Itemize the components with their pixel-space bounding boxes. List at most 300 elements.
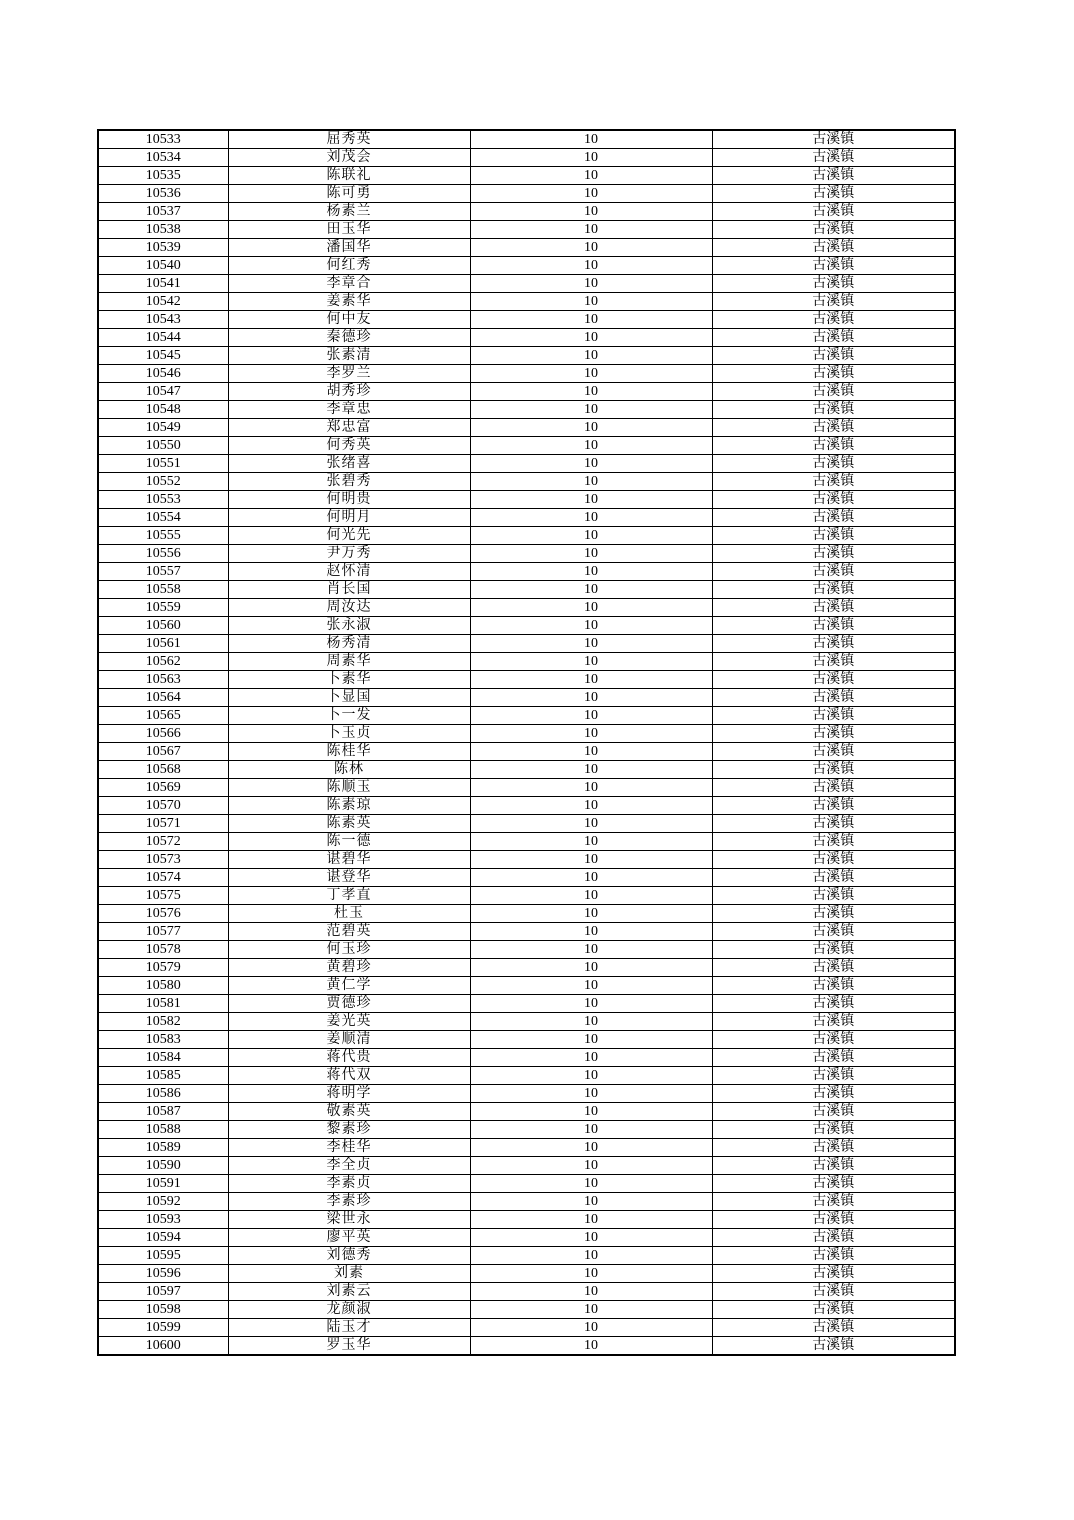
amount-cell: 10 bbox=[470, 473, 712, 491]
id-cell: 10536 bbox=[98, 185, 228, 203]
table-row bbox=[98, 779, 955, 797]
town-cell: 古溪镇 bbox=[712, 293, 955, 311]
amount-cell: 10 bbox=[470, 869, 712, 887]
town-cell: 古溪镇 bbox=[712, 1121, 955, 1139]
id-cell: 10573 bbox=[98, 851, 228, 869]
table-row bbox=[98, 977, 955, 995]
town-cell: 古溪镇 bbox=[712, 1103, 955, 1121]
amount-cell: 10 bbox=[470, 1121, 712, 1139]
town-cell: 古溪镇 bbox=[712, 455, 955, 473]
table-row bbox=[98, 1319, 955, 1337]
table-row bbox=[98, 257, 955, 275]
name-cell: 卜素华 bbox=[228, 671, 470, 689]
town-cell: 古溪镇 bbox=[712, 130, 955, 149]
id-cell: 10600 bbox=[98, 1337, 228, 1356]
id-cell: 10551 bbox=[98, 455, 228, 473]
town-cell: 古溪镇 bbox=[712, 653, 955, 671]
table-row bbox=[98, 509, 955, 527]
town-cell: 古溪镇 bbox=[712, 599, 955, 617]
town-cell: 古溪镇 bbox=[712, 257, 955, 275]
id-cell: 10591 bbox=[98, 1175, 228, 1193]
id-cell: 10534 bbox=[98, 149, 228, 167]
amount-cell: 10 bbox=[470, 1085, 712, 1103]
id-cell: 10565 bbox=[98, 707, 228, 725]
town-cell: 古溪镇 bbox=[712, 869, 955, 887]
amount-cell: 10 bbox=[470, 833, 712, 851]
table-row bbox=[98, 203, 955, 221]
town-cell: 古溪镇 bbox=[712, 545, 955, 563]
amount-cell: 10 bbox=[470, 815, 712, 833]
id-cell: 10558 bbox=[98, 581, 228, 599]
table-row bbox=[98, 617, 955, 635]
name-cell: 李全贞 bbox=[228, 1157, 470, 1175]
table-row bbox=[98, 401, 955, 419]
name-cell: 梁世永 bbox=[228, 1211, 470, 1229]
town-cell: 古溪镇 bbox=[712, 1157, 955, 1175]
town-cell: 古溪镇 bbox=[712, 491, 955, 509]
amount-cell: 10 bbox=[470, 1139, 712, 1157]
name-cell: 陈联礼 bbox=[228, 167, 470, 185]
id-cell: 10556 bbox=[98, 545, 228, 563]
table-row bbox=[98, 473, 955, 491]
table-row bbox=[98, 1301, 955, 1319]
table-row bbox=[98, 1139, 955, 1157]
town-cell: 古溪镇 bbox=[712, 311, 955, 329]
id-cell: 10559 bbox=[98, 599, 228, 617]
amount-cell: 10 bbox=[470, 617, 712, 635]
amount-cell: 10 bbox=[470, 455, 712, 473]
name-cell: 蒋代贵 bbox=[228, 1049, 470, 1067]
table-row bbox=[98, 923, 955, 941]
amount-cell: 10 bbox=[470, 509, 712, 527]
id-cell: 10546 bbox=[98, 365, 228, 383]
name-cell: 李桂华 bbox=[228, 1139, 470, 1157]
name-cell: 龙颜淑 bbox=[228, 1301, 470, 1319]
name-cell: 张绪喜 bbox=[228, 455, 470, 473]
name-cell: 张碧秀 bbox=[228, 473, 470, 491]
name-cell: 黄碧珍 bbox=[228, 959, 470, 977]
id-cell: 10588 bbox=[98, 1121, 228, 1139]
amount-cell: 10 bbox=[470, 1247, 712, 1265]
table-row bbox=[98, 365, 955, 383]
table-row bbox=[98, 437, 955, 455]
id-cell: 10568 bbox=[98, 761, 228, 779]
amount-cell: 10 bbox=[470, 167, 712, 185]
table-row bbox=[98, 1085, 955, 1103]
table-row bbox=[98, 1193, 955, 1211]
town-cell: 古溪镇 bbox=[712, 905, 955, 923]
id-cell: 10533 bbox=[98, 130, 228, 149]
name-cell: 张素清 bbox=[228, 347, 470, 365]
town-cell: 古溪镇 bbox=[712, 1031, 955, 1049]
table-row bbox=[98, 1103, 955, 1121]
table-row bbox=[98, 527, 955, 545]
town-cell: 古溪镇 bbox=[712, 221, 955, 239]
amount-cell: 10 bbox=[470, 1229, 712, 1247]
id-cell: 10570 bbox=[98, 797, 228, 815]
town-cell: 古溪镇 bbox=[712, 473, 955, 491]
amount-cell: 10 bbox=[470, 1013, 712, 1031]
amount-cell: 10 bbox=[470, 401, 712, 419]
id-cell: 10545 bbox=[98, 347, 228, 365]
id-cell: 10574 bbox=[98, 869, 228, 887]
table-row bbox=[98, 851, 955, 869]
id-cell: 10585 bbox=[98, 1067, 228, 1085]
table-row bbox=[98, 455, 955, 473]
table-row bbox=[98, 347, 955, 365]
amount-cell: 10 bbox=[470, 1067, 712, 1085]
table-row bbox=[98, 887, 955, 905]
amount-cell: 10 bbox=[470, 1193, 712, 1211]
town-cell: 古溪镇 bbox=[712, 1229, 955, 1247]
amount-cell: 10 bbox=[470, 329, 712, 347]
id-cell: 10535 bbox=[98, 167, 228, 185]
amount-cell: 10 bbox=[470, 1031, 712, 1049]
table-row bbox=[98, 959, 955, 977]
town-cell: 古溪镇 bbox=[712, 1301, 955, 1319]
amount-cell: 10 bbox=[470, 1265, 712, 1283]
id-cell: 10587 bbox=[98, 1103, 228, 1121]
town-cell: 古溪镇 bbox=[712, 995, 955, 1013]
name-cell: 何中友 bbox=[228, 311, 470, 329]
table-row bbox=[98, 293, 955, 311]
name-cell: 谌碧华 bbox=[228, 851, 470, 869]
town-cell: 古溪镇 bbox=[712, 779, 955, 797]
amount-cell: 10 bbox=[470, 563, 712, 581]
table-row bbox=[98, 797, 955, 815]
table-row bbox=[98, 239, 955, 257]
amount-cell: 10 bbox=[470, 995, 712, 1013]
name-cell: 丁孝直 bbox=[228, 887, 470, 905]
id-cell: 10596 bbox=[98, 1265, 228, 1283]
amount-cell: 10 bbox=[470, 581, 712, 599]
id-cell: 10578 bbox=[98, 941, 228, 959]
amount-cell: 10 bbox=[470, 293, 712, 311]
amount-cell: 10 bbox=[470, 239, 712, 257]
name-cell: 陈桂华 bbox=[228, 743, 470, 761]
table-row bbox=[98, 1157, 955, 1175]
id-cell: 10569 bbox=[98, 779, 228, 797]
name-cell: 杨秀清 bbox=[228, 635, 470, 653]
id-cell: 10577 bbox=[98, 923, 228, 941]
name-cell: 黎素珍 bbox=[228, 1121, 470, 1139]
table-row bbox=[98, 1121, 955, 1139]
town-cell: 古溪镇 bbox=[712, 689, 955, 707]
id-cell: 10597 bbox=[98, 1283, 228, 1301]
amount-cell: 10 bbox=[470, 725, 712, 743]
name-cell: 秦德珍 bbox=[228, 329, 470, 347]
town-cell: 古溪镇 bbox=[712, 1265, 955, 1283]
id-cell: 10594 bbox=[98, 1229, 228, 1247]
table-row bbox=[98, 275, 955, 293]
table-row bbox=[98, 581, 955, 599]
table-row bbox=[98, 221, 955, 239]
table-row bbox=[98, 185, 955, 203]
amount-cell: 10 bbox=[470, 311, 712, 329]
table-row bbox=[98, 1049, 955, 1067]
table-row bbox=[98, 653, 955, 671]
town-cell: 古溪镇 bbox=[712, 815, 955, 833]
table-row bbox=[98, 671, 955, 689]
town-cell: 古溪镇 bbox=[712, 1319, 955, 1337]
id-cell: 10560 bbox=[98, 617, 228, 635]
amount-cell: 10 bbox=[470, 851, 712, 869]
id-cell: 10566 bbox=[98, 725, 228, 743]
id-cell: 10579 bbox=[98, 959, 228, 977]
amount-cell: 10 bbox=[470, 130, 712, 149]
name-cell: 潘国华 bbox=[228, 239, 470, 257]
amount-cell: 10 bbox=[470, 545, 712, 563]
amount-cell: 10 bbox=[470, 203, 712, 221]
amount-cell: 10 bbox=[470, 599, 712, 617]
amount-cell: 10 bbox=[470, 527, 712, 545]
name-cell: 姜光英 bbox=[228, 1013, 470, 1031]
id-cell: 10590 bbox=[98, 1157, 228, 1175]
amount-cell: 10 bbox=[470, 635, 712, 653]
id-cell: 10557 bbox=[98, 563, 228, 581]
town-cell: 古溪镇 bbox=[712, 1283, 955, 1301]
id-cell: 10543 bbox=[98, 311, 228, 329]
id-cell: 10571 bbox=[98, 815, 228, 833]
id-cell: 10554 bbox=[98, 509, 228, 527]
town-cell: 古溪镇 bbox=[712, 1211, 955, 1229]
name-cell: 范碧英 bbox=[228, 923, 470, 941]
name-cell: 何玉珍 bbox=[228, 941, 470, 959]
name-cell: 蒋代双 bbox=[228, 1067, 470, 1085]
table-row bbox=[98, 941, 955, 959]
name-cell: 陈素琼 bbox=[228, 797, 470, 815]
name-cell: 杨素兰 bbox=[228, 203, 470, 221]
id-cell: 10581 bbox=[98, 995, 228, 1013]
table-row bbox=[98, 329, 955, 347]
table-row bbox=[98, 491, 955, 509]
amount-cell: 10 bbox=[470, 419, 712, 437]
table-row bbox=[98, 905, 955, 923]
name-cell: 贾德珍 bbox=[228, 995, 470, 1013]
id-cell: 10580 bbox=[98, 977, 228, 995]
town-cell: 古溪镇 bbox=[712, 941, 955, 959]
town-cell: 古溪镇 bbox=[712, 1049, 955, 1067]
town-cell: 古溪镇 bbox=[712, 671, 955, 689]
town-cell: 古溪镇 bbox=[712, 923, 955, 941]
name-cell: 卜玉贞 bbox=[228, 725, 470, 743]
town-cell: 古溪镇 bbox=[712, 401, 955, 419]
amount-cell: 10 bbox=[470, 959, 712, 977]
id-cell: 10542 bbox=[98, 293, 228, 311]
town-cell: 古溪镇 bbox=[712, 797, 955, 815]
town-cell: 古溪镇 bbox=[712, 743, 955, 761]
amount-cell: 10 bbox=[470, 1283, 712, 1301]
name-cell: 姜素华 bbox=[228, 293, 470, 311]
id-cell: 10555 bbox=[98, 527, 228, 545]
name-cell: 李素珍 bbox=[228, 1193, 470, 1211]
table-row bbox=[98, 707, 955, 725]
table-row bbox=[98, 1211, 955, 1229]
table-row bbox=[98, 635, 955, 653]
name-cell: 何明贵 bbox=[228, 491, 470, 509]
name-cell: 李章忠 bbox=[228, 401, 470, 419]
table-row bbox=[98, 149, 955, 167]
amount-cell: 10 bbox=[470, 1211, 712, 1229]
town-cell: 古溪镇 bbox=[712, 365, 955, 383]
name-cell: 刘德秀 bbox=[228, 1247, 470, 1265]
amount-cell: 10 bbox=[470, 779, 712, 797]
name-cell: 郑忠富 bbox=[228, 419, 470, 437]
amount-cell: 10 bbox=[470, 743, 712, 761]
name-cell: 陈素英 bbox=[228, 815, 470, 833]
id-cell: 10593 bbox=[98, 1211, 228, 1229]
id-cell: 10564 bbox=[98, 689, 228, 707]
amount-cell: 10 bbox=[470, 149, 712, 167]
id-cell: 10540 bbox=[98, 257, 228, 275]
amount-cell: 10 bbox=[470, 365, 712, 383]
name-cell: 何光先 bbox=[228, 527, 470, 545]
id-cell: 10598 bbox=[98, 1301, 228, 1319]
id-cell: 10572 bbox=[98, 833, 228, 851]
id-cell: 10549 bbox=[98, 419, 228, 437]
amount-cell: 10 bbox=[470, 707, 712, 725]
name-cell: 何明月 bbox=[228, 509, 470, 527]
name-cell: 赵怀清 bbox=[228, 563, 470, 581]
town-cell: 古溪镇 bbox=[712, 1175, 955, 1193]
table-row bbox=[98, 1031, 955, 1049]
amount-cell: 10 bbox=[470, 1103, 712, 1121]
amount-cell: 10 bbox=[470, 383, 712, 401]
town-cell: 古溪镇 bbox=[712, 977, 955, 995]
amount-cell: 10 bbox=[470, 941, 712, 959]
town-cell: 古溪镇 bbox=[712, 851, 955, 869]
name-cell: 何秀英 bbox=[228, 437, 470, 455]
roster-table bbox=[97, 129, 956, 1356]
id-cell: 10553 bbox=[98, 491, 228, 509]
amount-cell: 10 bbox=[470, 491, 712, 509]
amount-cell: 10 bbox=[470, 761, 712, 779]
table-row bbox=[98, 1265, 955, 1283]
table-row bbox=[98, 689, 955, 707]
name-cell: 杜玉 bbox=[228, 905, 470, 923]
name-cell: 周汝达 bbox=[228, 599, 470, 617]
name-cell: 陈可勇 bbox=[228, 185, 470, 203]
town-cell: 古溪镇 bbox=[712, 437, 955, 455]
amount-cell: 10 bbox=[470, 1301, 712, 1319]
name-cell: 陆玉才 bbox=[228, 1319, 470, 1337]
town-cell: 古溪镇 bbox=[712, 761, 955, 779]
table-row bbox=[98, 1247, 955, 1265]
table-row bbox=[98, 815, 955, 833]
name-cell: 陈一德 bbox=[228, 833, 470, 851]
amount-cell: 10 bbox=[470, 671, 712, 689]
town-cell: 古溪镇 bbox=[712, 1139, 955, 1157]
town-cell: 古溪镇 bbox=[712, 1193, 955, 1211]
table-row bbox=[98, 130, 955, 149]
table-row bbox=[98, 311, 955, 329]
name-cell: 蒋明学 bbox=[228, 1085, 470, 1103]
name-cell: 刘茂会 bbox=[228, 149, 470, 167]
town-cell: 古溪镇 bbox=[712, 383, 955, 401]
id-cell: 10547 bbox=[98, 383, 228, 401]
name-cell: 谌登华 bbox=[228, 869, 470, 887]
amount-cell: 10 bbox=[470, 1157, 712, 1175]
name-cell: 罗玉华 bbox=[228, 1337, 470, 1356]
name-cell: 刘素 bbox=[228, 1265, 470, 1283]
name-cell: 卜显国 bbox=[228, 689, 470, 707]
town-cell: 古溪镇 bbox=[712, 1085, 955, 1103]
id-cell: 10562 bbox=[98, 653, 228, 671]
town-cell: 古溪镇 bbox=[712, 707, 955, 725]
table-row bbox=[98, 599, 955, 617]
id-cell: 10548 bbox=[98, 401, 228, 419]
name-cell: 陈顺玉 bbox=[228, 779, 470, 797]
amount-cell: 10 bbox=[470, 923, 712, 941]
name-cell: 敬素英 bbox=[228, 1103, 470, 1121]
name-cell: 刘素云 bbox=[228, 1283, 470, 1301]
id-cell: 10567 bbox=[98, 743, 228, 761]
id-cell: 10575 bbox=[98, 887, 228, 905]
town-cell: 古溪镇 bbox=[712, 239, 955, 257]
id-cell: 10538 bbox=[98, 221, 228, 239]
town-cell: 古溪镇 bbox=[712, 203, 955, 221]
town-cell: 古溪镇 bbox=[712, 1247, 955, 1265]
table-row bbox=[98, 1337, 955, 1356]
name-cell: 胡秀珍 bbox=[228, 383, 470, 401]
table-row bbox=[98, 995, 955, 1013]
town-cell: 古溪镇 bbox=[712, 419, 955, 437]
table-row bbox=[98, 1283, 955, 1301]
id-cell: 10595 bbox=[98, 1247, 228, 1265]
name-cell: 尹万秀 bbox=[228, 545, 470, 563]
id-cell: 10544 bbox=[98, 329, 228, 347]
table-row bbox=[98, 761, 955, 779]
amount-cell: 10 bbox=[470, 257, 712, 275]
town-cell: 古溪镇 bbox=[712, 329, 955, 347]
town-cell: 古溪镇 bbox=[712, 617, 955, 635]
id-cell: 10583 bbox=[98, 1031, 228, 1049]
name-cell: 陈林 bbox=[228, 761, 470, 779]
table-row bbox=[98, 167, 955, 185]
town-cell: 古溪镇 bbox=[712, 833, 955, 851]
table-row bbox=[98, 563, 955, 581]
name-cell: 何红秀 bbox=[228, 257, 470, 275]
town-cell: 古溪镇 bbox=[712, 725, 955, 743]
name-cell: 田玉华 bbox=[228, 221, 470, 239]
id-cell: 10550 bbox=[98, 437, 228, 455]
table-row bbox=[98, 419, 955, 437]
amount-cell: 10 bbox=[470, 887, 712, 905]
amount-cell: 10 bbox=[470, 977, 712, 995]
name-cell: 周素华 bbox=[228, 653, 470, 671]
town-cell: 古溪镇 bbox=[712, 149, 955, 167]
town-cell: 古溪镇 bbox=[712, 887, 955, 905]
id-cell: 10537 bbox=[98, 203, 228, 221]
name-cell: 肖长国 bbox=[228, 581, 470, 599]
amount-cell: 10 bbox=[470, 275, 712, 293]
town-cell: 古溪镇 bbox=[712, 563, 955, 581]
name-cell: 廖平英 bbox=[228, 1229, 470, 1247]
table-row bbox=[98, 743, 955, 761]
amount-cell: 10 bbox=[470, 689, 712, 707]
amount-cell: 10 bbox=[470, 905, 712, 923]
town-cell: 古溪镇 bbox=[712, 959, 955, 977]
name-cell: 张永淑 bbox=[228, 617, 470, 635]
amount-cell: 10 bbox=[470, 1319, 712, 1337]
amount-cell: 10 bbox=[470, 437, 712, 455]
table-row bbox=[98, 1013, 955, 1031]
town-cell: 古溪镇 bbox=[712, 185, 955, 203]
name-cell: 李素贞 bbox=[228, 1175, 470, 1193]
town-cell: 古溪镇 bbox=[712, 347, 955, 365]
name-cell: 黄仁学 bbox=[228, 977, 470, 995]
id-cell: 10584 bbox=[98, 1049, 228, 1067]
